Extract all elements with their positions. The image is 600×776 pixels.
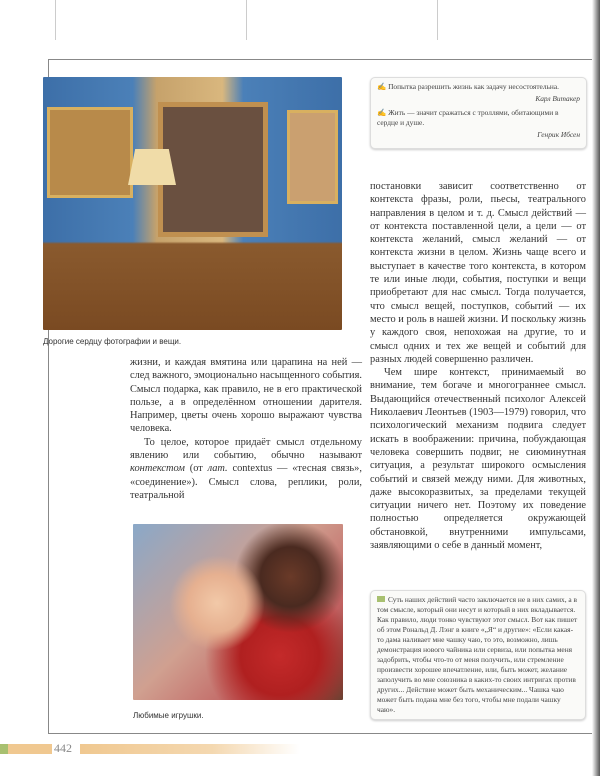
note-text: Суть наших действий часто заключается не в них самих, а в том смысле, который они несут и который в них вкладывается. Как правило, люди тонко чувствуют этот смысл. Вот как пишет об этом Рональд Д. Лэнг в книге «„Я“ и другие»: «Если какая-то дама наливает мне чашку чаю, то это, возможно, лишь демонстрация нового чайника или сервиза, или попытка меня задобрить, чтобы что-то от меня получить, или стремление произвести хорошее впечатление, или, быть может, желание заполучить во мне союзника в каких-то своих интригах против других... Действие может быть механическим... Чашка чаю может быть подана мне без того, чтобы мне подали чашку чаю». [377, 595, 578, 714]
header-divider [55, 0, 56, 40]
pen-icon: ✍ [377, 82, 387, 91]
paragraph: Чем шире контекст, принимаемый во внимание, тем богаче и многограннее смысл. Выдающийся отечественный психолог Алексей Николаевич Леонтьев (1903—1979) говорил, что психологический механизм подвига следует искать в воображении: причина, побуждающая человека совершить подвиг, не сиюминутная ситуация, а результат широкого осмысления событий и связей между ними. Для животных, даже высокоразвитых, за пределами текущей ситуации ничего нет. Поэтому их поведение полностью определяется окружающей обстановкой, внутренними импульсами, заявляющими о себе в данный момент, [370, 367, 586, 552]
quote-text: Попытка разрешить жизнь как задачу несостоятельна. [388, 82, 559, 91]
page-edge-shadow [592, 0, 600, 776]
left-column-text [130, 356, 362, 502]
note-box [370, 590, 586, 720]
header-divider [246, 0, 247, 40]
paragraph: жизни, и каждая вмятина или царапина на ней — след важного, эмоционально насыщенного события. Смысл подарка, как правило, не в его практической пользе, а в определённом отношении дарителя. Например, цветы очень хорошо выражают чувства человека. [130, 357, 362, 435]
header-divider [437, 0, 438, 40]
right-column-text [370, 180, 586, 552]
text-run: contextus — «тесная связь», «соединение»). Смысл слова, реплики, роли, театральной [130, 463, 362, 501]
footer-accent-green [0, 744, 8, 754]
footer-accent-bar [8, 744, 52, 754]
running-header [48, 0, 600, 40]
quote-author: Генрик Ибсен [537, 130, 580, 139]
quote [377, 108, 580, 128]
footer-accent-bar [80, 744, 300, 754]
photo-children-with-toys [133, 524, 343, 700]
page-number: 442 [54, 741, 72, 755]
paragraph [130, 436, 362, 502]
photo-caption: Любимые игрушки. [133, 711, 204, 720]
paragraph: постановки зависит соответственно от контекста фразы, роли, пьесы, театрального направления в целом и т. д. Смысл действий — от контекста поставленной цели, а цели — от контекста желаний, смысл желаний — от контекста жизни в целом. Жизнь чаще всего и выступает в качестве того контекста, в котором те или иные люди, события, поступки и вещи приобретают для нас смысл. Тогда получается, что смысл вещей, поступков, событий — их место и роль в нашей жизни. И поскольку жизнь у каждого своя, непохожая на другие, то и смысл одних и тех же вещей и событий для разных людей совершенно различен. [370, 181, 586, 365]
text-run: То целое, которое придаёт смысл отдельному явлению или событию, обычно называют [130, 436, 362, 462]
pen-icon: ✍ [377, 108, 387, 117]
quote-author: Карл Витакер [535, 94, 580, 103]
quotes-box [370, 77, 587, 149]
term-emphasis: контекстом [130, 463, 185, 475]
abbreviation: лат. [207, 463, 228, 475]
text-run: (от [189, 463, 203, 475]
photo-caption: Дорогие сердцу фотографии и вещи. [43, 337, 182, 346]
quote-text: Жить — значит сражаться с троллями, обитающими в сердце и душе. [377, 108, 559, 127]
note-marker-icon [377, 596, 385, 602]
quote [377, 82, 580, 92]
photo-room-with-family-pictures [43, 77, 342, 330]
